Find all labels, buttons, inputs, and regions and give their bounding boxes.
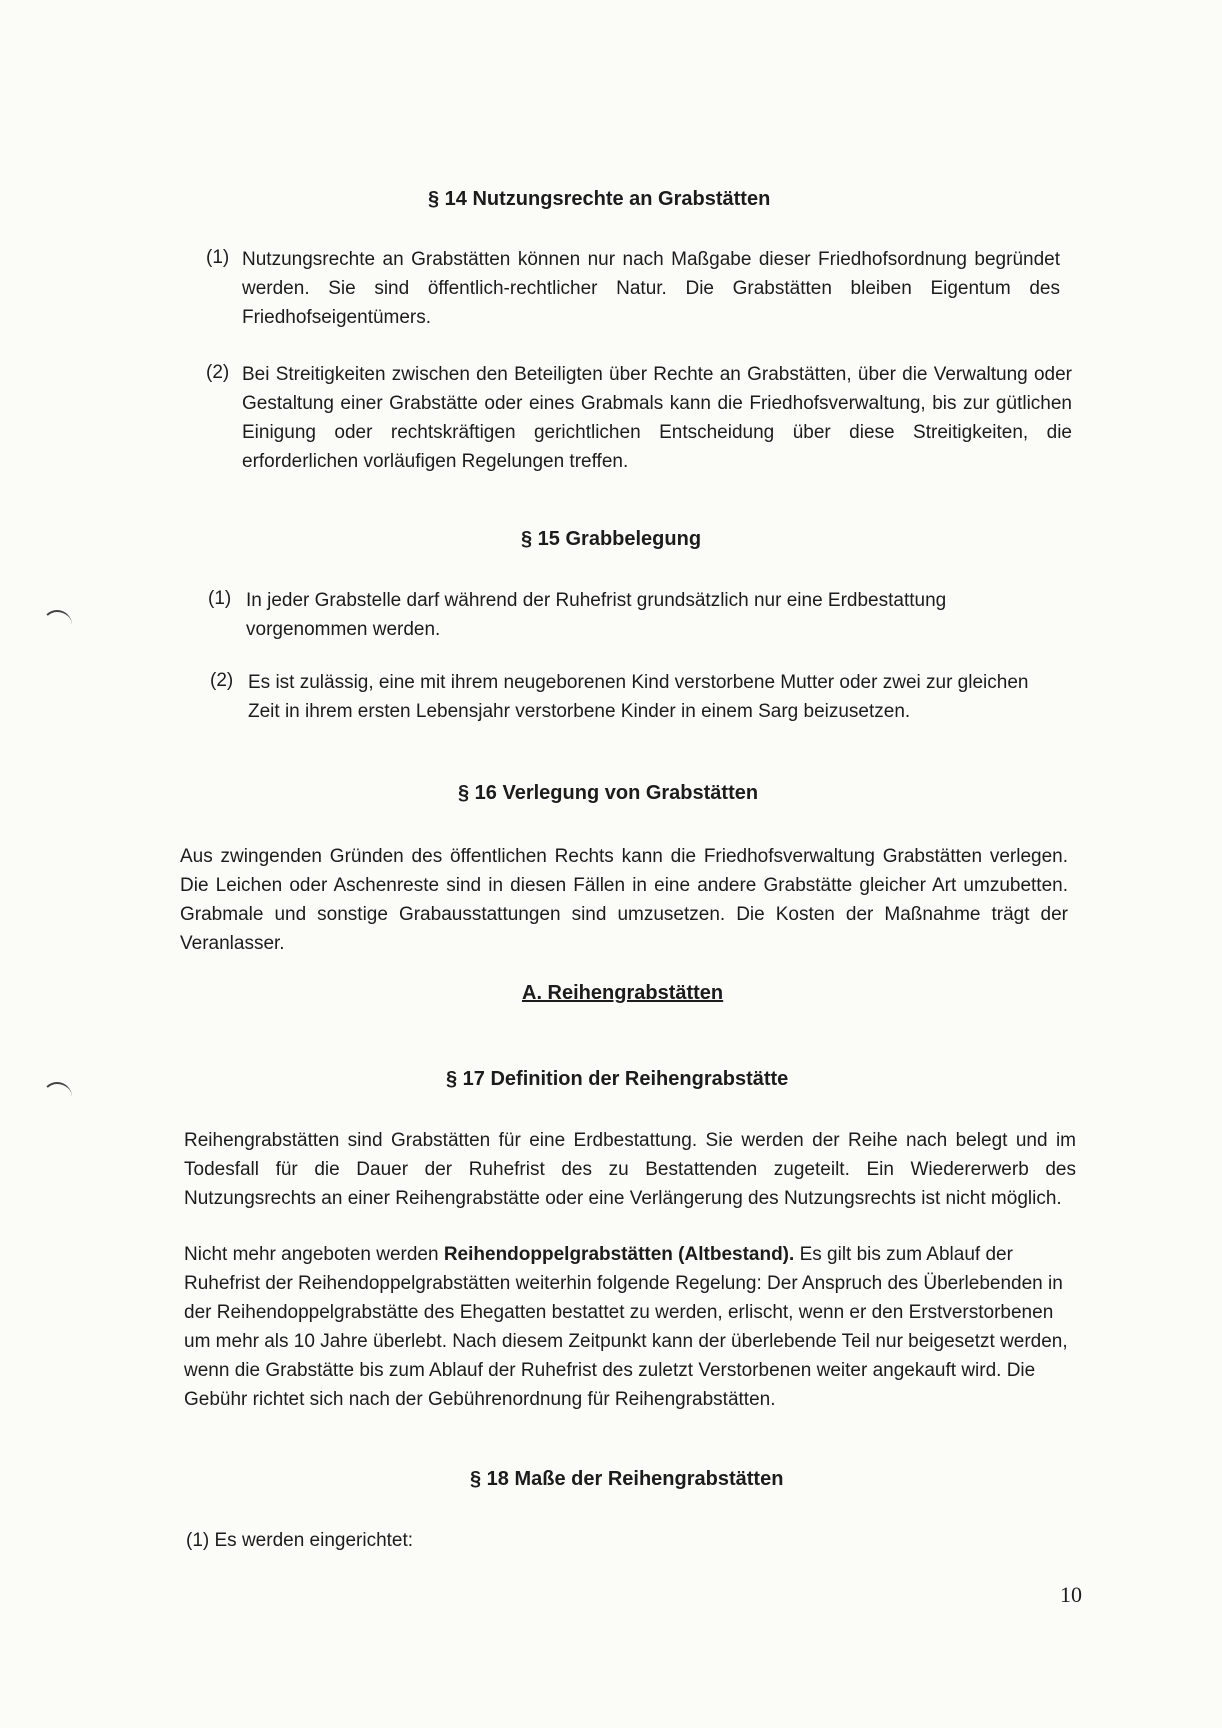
punch-hole-mark (42, 1082, 72, 1112)
paragraph-14-2: Bei Streitigkeiten zwischen den Beteiligten über Rechte an Grabstätten, über die Verwaltung oder Gestaltung einer Grabstätte oder eines Grabmals kann die Friedhofsverwaltung, bis zur gütlichen Einigung oder rechtskräftigen gerichtlichen Entscheidung über diese Streitigkeiten, die erforderlichen vorläufigen Regelungen treffen. (242, 364, 1072, 472)
section-heading-17: § 17 Definition der Reihengrabstätte (446, 1068, 789, 1090)
section-heading-18: § 18 Maße der Reihengrabstätten (470, 1468, 784, 1490)
section-heading-14: § 14 Nutzungsrechte an Grabstätten (428, 188, 771, 210)
section-heading-16: § 16 Verlegung von Grabstätten (458, 782, 759, 804)
paragraph-17-2-bold-term: Reihendoppelgrabstätten (Altbestand). (443, 1244, 795, 1265)
list-number: (1) (208, 588, 232, 609)
list-number: (2) (210, 670, 234, 691)
paragraph-16: Aus zwingenden Gründen des öffentlichen Rechts kann die Friedhofsverwaltung Grabstätten verlegen. Die Leichen oder Aschenreste sind in diesen Fällen in eine andere Grabstätte gleicher Art umzubetten. Grabmale und sonstige Grabausstattungen sind umzusetzen. Die Kosten der Maßnahme trägt der Veranlasser. (180, 846, 1068, 954)
paragraph-14-1: Nutzungsrechte an Grabstätten können nur nach Maßgabe dieser Friedhofsordnung begründet werden. Sie sind öffentlich-rechtlicher Natur. Die Grabstätten bleiben Eigentum des Friedhofseigentümers. (242, 249, 1060, 328)
punch-hole-mark (42, 610, 72, 640)
page-number: 10 (1060, 1582, 1082, 1607)
paragraph-17-1: Reihengrabstätten sind Grabstätten für eine Erdbestattung. Sie werden der Reihe nach belegt und im Todesfall für die Dauer der Ruhefrist des zu Bestattenden zugeteilt. Ein Wiedererwerb des Nutzungsrechts an einer Reihengrabstätte oder eine Verlängerung des Nutzungsrechts ist nicht möglich. (184, 1130, 1076, 1209)
list-number: (1) (206, 247, 230, 268)
paragraph-15-1: In jeder Grabstelle darf während der Ruhefrist grundsätzlich nur eine Erdbestattung vorgenommen werden. (246, 590, 947, 640)
paragraph-15-2: Es ist zulässig, eine mit ihrem neugeborenen Kind verstorbene Mutter oder zwei zur gleichen Zeit in ihrem ersten Lebensjahr verstorbene Kinder in einem Sarg beizusetzen. (248, 672, 1029, 722)
paragraph-17-2-intro: Nicht mehr angeboten werden (184, 1244, 444, 1265)
list-number: (2) (206, 362, 230, 383)
paragraph-17-2-body: Es gilt bis zum Ablauf der Ruhefrist der Reihendoppelgrabstätten weiterhin folgende Regelung: Der Anspruch des Überlebenden in der Reihendoppelgrabstätte des Ehegatten bestattet zu werden, erlischt, wenn er den Erstverstorbenen um mehr als 10 Jahre überlebt. Nach diesem Zeitpunkt kann der überlebende Teil nur beigesetzt werden, wenn die Grabstätte bis zum Ablauf der Ruhefrist des zuletzt Verstorbenen weiter angekauft wird. Die Gebühr richtet sich nach der Gebührenordnung für Reihengrabstätten. (184, 1244, 1068, 1410)
subsection-heading-a: A. Reihengrabstätten (522, 982, 724, 1004)
paragraph-18-1: (1) Es werden eingerichtet: (186, 1530, 414, 1551)
paragraph-17-2 (184, 1240, 1076, 1414)
section-heading-15: § 15 Grabbelegung (521, 528, 702, 550)
